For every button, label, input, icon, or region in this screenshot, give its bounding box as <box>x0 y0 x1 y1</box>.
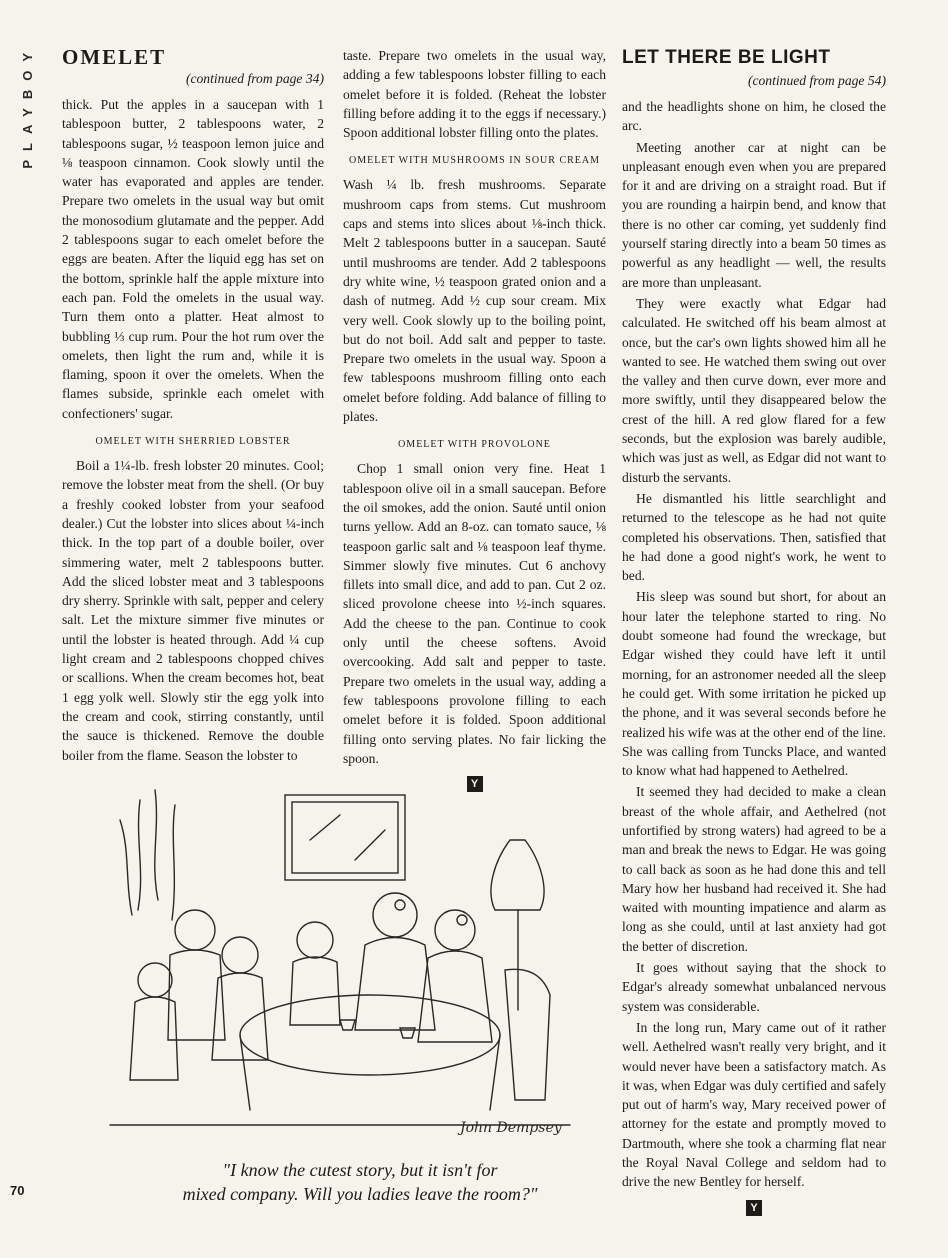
story-column <box>622 46 886 1216</box>
omelet-continued-note: (continued from page 34) <box>185 71 324 86</box>
story-title: LET THERE BE LIGHT <box>622 47 831 68</box>
lobster-continued-paragraph: taste. Prepare two omelets in the usual way, adding a few tablespoons lobster filling to each omelet before it is folded. (Reheat the lobster filling before adding it to the eggs if necessary.) Spoon additional lobster filling onto the plates. <box>343 48 606 141</box>
story-paragraph: and the headlights shone on him, he closed the arc. <box>622 99 886 134</box>
story-paragraph: It goes without saying that the shock to Edgar's already somewhat unbalanced nervous system was considerable. <box>622 960 886 1014</box>
caption-line-1: "I know the cutest story, but it isn't for <box>222 1160 498 1180</box>
mushroom-heading: OMELET WITH MUSHROOMS IN SOUR CREAM <box>348 155 601 167</box>
story-paragraph: In the long run, Mary came out of it rather well. Aethelred wasn't really very bright, and it would never have been a satisfactory match. As it was, when Edgar was duly certified and safely put out of harm's way, Mary received power of attorney for the estate and promptly moved to Dartmouth, where she took a charming flat near the Royal Naval College and seldom had to drive the new Bentley for herself. <box>622 1019 886 1190</box>
omelet-column-1 <box>62 46 324 767</box>
lobster-heading: OMELET WITH SHERRIED LOBSTER <box>95 436 291 448</box>
story-continued-note: (continued from page 54) <box>747 73 886 88</box>
lobster-paragraph: Boil a 1¼-lb. fresh lobster 20 minutes. Cool; remove the lobster meat from the shell. (Or buy a freshly cooked lobster from your seafood dealer.) Cut the lobster into slices about ¼-inch thick. In the top part of a double boiler, over simmering water, melt 2 tablespoons butter. Add the sliced lobster meat and 3 tablespoons dry sherry. Sprinkle with salt, pepper and celery salt. Let the mixture simmer five minutes or until the lobster is heated through. Add ¼ cup light cream and 2 tablespoons chopped chives or scallions. When the cream becomes hot, beat 1 egg yolk well. Slowly stir the egg yolk into the cream and cook, stirring constantly, until the sauce is thickened. Remove the double boiler from the flame. Season the lobster to <box>62 458 324 763</box>
omelet-column-2 <box>343 46 606 792</box>
end-mark-icon: Y <box>467 776 483 792</box>
end-mark-icon: Y <box>746 1200 762 1216</box>
cartoon-signature: John Dempsey <box>460 1120 562 1136</box>
provolone-heading: OMELET WITH PROVOLONE <box>398 439 551 451</box>
story-paragraph: They were exactly what Edgar had calculated. He switched off his beam almost at once, but the car's own lights showed him all he wanted to see. He watched them swing out over the valley and then curve down, ever more and more swiftly, until they disappeared below the crest of the hill. A red glow flared for a few seconds, but the explosion was barely audible, which was just as well, as Edgar did not want to disturb the servants. <box>622 295 886 485</box>
omelet-paragraph: thick. Put the apples in a saucepan with 1 tablespoon butter, 2 tablespoons water, 2 tablespoons sugar, ½ teaspoon lemon juice and ⅛ teaspoon cinnamon. Cook slowly until the water has evaporated and apples are tender. Prepare two omelets in the usual way but omit the monosodium glutamate and the pepper. Add 2 tablespoons sugar to each omelet before the eggs are beaten. After the liquid egg has set on the bottom, sprinkle half the apple mixture into each pan. Fold the omelets in the usual way. Turn them onto a platter. Heat almost to bubbling ⅓ cup rum. Pour the hot rum over the omelets, then light the rum and, while it is flaming, spoon it over the omelets. When the flames subside, sprinkle each omelet with confectioners' sugar. <box>62 97 324 421</box>
caption-line-2: mixed company. Will you ladies leave the room?" <box>182 1184 538 1204</box>
omelet-title: OMELET <box>62 45 167 69</box>
mirror-frame <box>285 795 405 880</box>
story-paragraph: He dismantled his little searchlight and returned to the telescope as he had not quite completed his observations. Then, satisfied that he had done a good night's work, he went to bed. <box>622 490 886 584</box>
provolone-paragraph: Chop 1 small onion very fine. Heat 1 tablespoon olive oil in a small saucepan. Before the oil smokes, add the onion. Sauté until onion turns yellow. Add an 8-oz. can tomato sauce, ⅛ teaspoon garlic salt and ⅛ teaspoon leaf thyme. Simmer slowly five minutes. Cut 6 anchovy fillets into small dice, and add to pan. Cut 2 oz. sliced provolone cheese into ½-inch squares. Add the cheese to the pan. Continue to cook only until the cheese softens. Avoid overcooking. Add salt and pepper to taste. Prepare two omelets in the usual way, adding a few tablespoons provolone filling to each omelet before it is folded. Spoon additional filling onto serving plates. No fair licking the spoon. <box>343 461 606 766</box>
mushroom-paragraph: Wash ¼ lb. fresh mushrooms. Separate mushroom caps from stems. Cut mushroom caps and stems into slices about ⅛-inch thick. Melt 2 tablespoons butter in a saucepan. Sauté until mushrooms are tender. Add 2 tablespoons dry white wine, ½ teaspoon grated onion and a dash of nutmeg. Add ½ cup sour cream. Mix very well. Cook slowly up to the boiling point, but do not boil. Add salt and pepper to taste. Prepare two omelets in the usual way. Spoon a few tablespoons mushroom filling onto each omelet before folding. Add balance of filling to plates. <box>343 177 606 425</box>
cartoon-caption <box>100 1158 620 1206</box>
story-paragraph: Meeting another car at night can be unpleasant enough even when you are prepared for it and are driving on a straight road. But if you are rounding a hairpin bend, and know that there is no other car coming, yet suddenly find yourself staring directly into a beam 50 times as powerful as any headlight — well, the results are more than unpleasant. <box>622 139 886 290</box>
story-paragraph: It seemed they had decided to make a clean breast of the whole affair, and Aethelred (not unfortified by strong waters) had agreed to be a man and break the news to Edgar. He was going to call back as soon as he had done this and tell Mary how her husband had received it. She had waited with mounting impatience and alarm as long as she could, until at last anxiety had got the better of discretion. <box>622 784 886 954</box>
cartoon-illustration <box>100 780 580 1140</box>
page-number: 70 <box>10 1183 25 1198</box>
vertical-brand-name: PLAYBOY <box>20 44 35 169</box>
story-paragraph: His sleep was sound but short, for about an hour later the telephone started to ring. No doubt someone had found the wreckage, but Edgar wished they could have left it until morning, for an astronomer needed all the sleep he could get. With some irritation he picked up the phone, and it was several seconds before he realized his wife was at the other end of the line. She was calling from Tuncks Place, and wanted to know what had happened to Aethelred. <box>622 589 886 779</box>
